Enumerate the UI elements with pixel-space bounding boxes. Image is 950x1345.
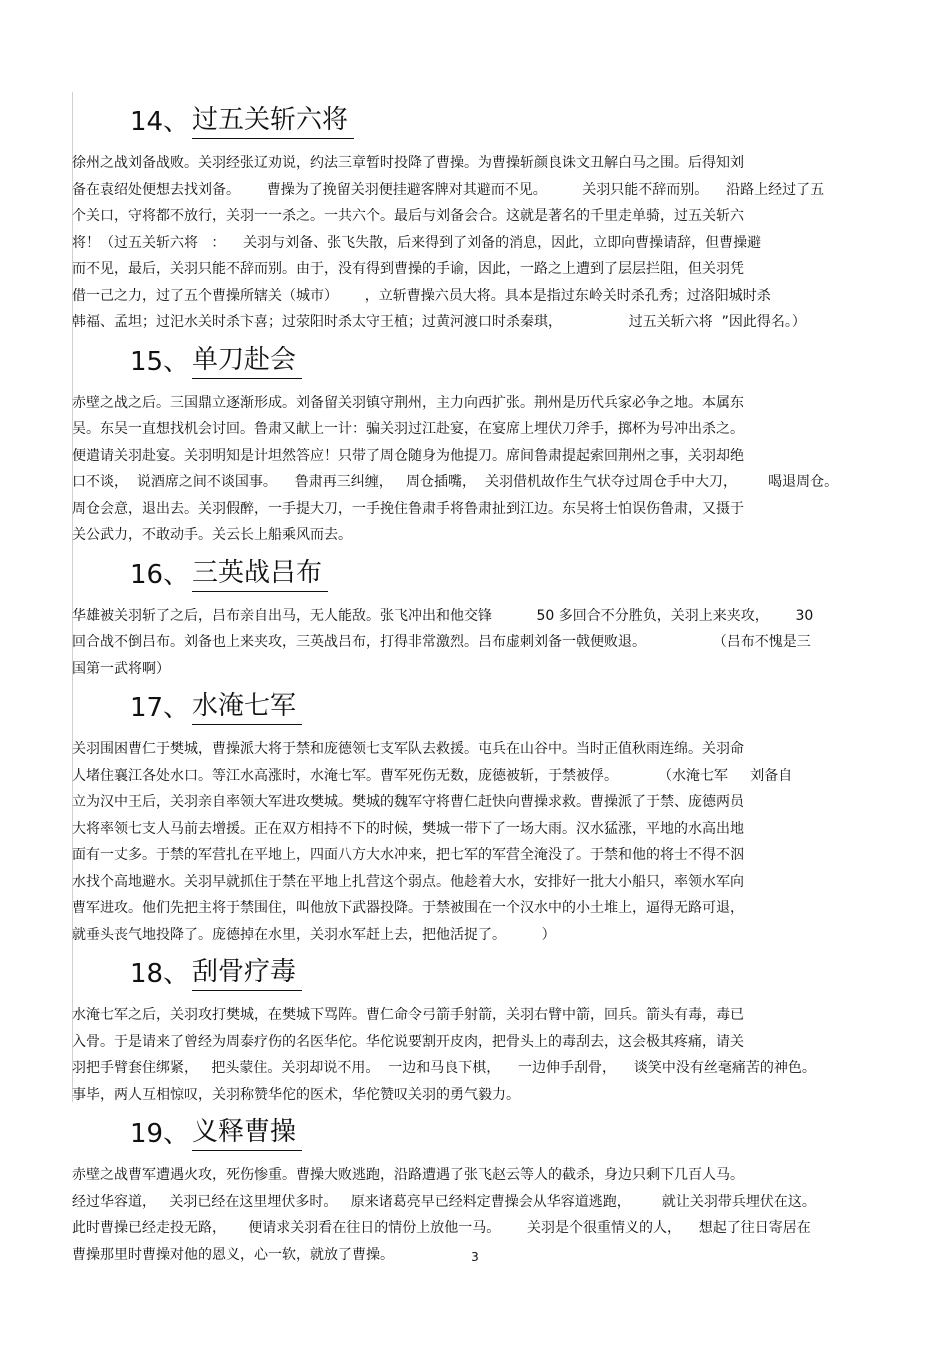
body-line: 赤壁之战之后。三国鼎立逐渐形成。刘备留关羽镇守荆州，主力向西扩张。荆州是历代兵家必争之地。本属东	[72, 394, 744, 411]
body-line: 国第一武将啊）	[72, 660, 170, 677]
body-line: 吴。东吴一直想找机会讨回。鲁肃又献上一计：骗关羽过江赴宴，在宴席上埋伏刀斧手，掷杯为号冲出杀之。	[72, 421, 744, 437]
section-body	[72, 603, 872, 683]
body-line: 徐州之战刘备战败。关羽经张辽劝说，约法三章暂时投降了曹操。为曹操斩颜良诛文丑解白马之围。后得知刘	[72, 155, 744, 171]
section-title: 水淹七军	[192, 688, 302, 725]
body-line: 周仓会意，退出去。关羽假醉，一手提大刀，一手挽住鲁肃手将鲁肃扯到江边。东吴将士怕误伤鲁肃，又摄于	[72, 500, 744, 517]
section-number: 19、	[130, 1119, 190, 1149]
section-body	[72, 150, 872, 336]
section-body	[72, 390, 872, 549]
body-line: 韩福、孟坦；过汜水关时杀卞喜；过荥阳时杀太守王植；过黄河渡口时杀秦琪， 过五关斩六将 ”因此得名。）	[72, 314, 806, 330]
page-number: 3	[471, 1250, 479, 1264]
section	[72, 102, 872, 336]
body-line: 备在袁绍处便想去找刘备。 曹操为了挽留关羽便挂避客牌对其避而不见。 关羽只能不辞而别。 沿路上经过了五	[72, 181, 825, 198]
section-heading	[72, 954, 872, 998]
body-line: 个关口，守将都不放行，关羽一一杀之。一共六个。最后与刘备会合。这就是著名的千里走单骑，过五关斩六	[72, 208, 744, 224]
body-line: 就垂头丧气地投降了。庞德掉在水里，关羽水军赶上去，把他活捉了。 ）	[72, 926, 556, 943]
body-line: 赤壁之战曹军遭遇火攻，死伤惨重。曹操大败逃跑，沿路遭遇了张飞赵云等人的截杀，身边只剩下几百人马。	[72, 1167, 744, 1183]
body-line: 借一己之力，过了五个曹操所辖关（城市） ，立斩曹操六员大将。具本是指过东岭关时杀孔秀；过洛阳城时杀	[72, 287, 771, 304]
section-title: 义释曹操	[192, 1114, 302, 1151]
section-number: 16、	[130, 559, 190, 590]
section	[72, 954, 872, 1108]
section-body	[72, 736, 872, 948]
body-line: 便遣请关羽赴宴。关羽明知是计坦然答应！只带了周仓随身为他提刀。席间鲁肃提起索回荆州之事，关羽却绝	[72, 447, 744, 464]
body-line: 此时曹操已经走投无路， 便请求关羽看在往日的情份上放他一马。 关羽是个很重情义的人， 想起了往日寄居在	[72, 1220, 811, 1236]
section	[72, 1114, 872, 1268]
body-line: 面有一丈多。于禁的军营扎在平地上，四面八方大水冲来，把七军的军营全淹没了。于禁和他的将士不得不泅	[72, 847, 744, 863]
body-line: 大将率领七支人马前去增援。正在双方相持不下的时候，樊城一带下了一场大雨。汉水猛涨，平地的水高出地	[72, 820, 744, 837]
body-line: 水找个高地避水。关羽早就抓住于禁在平地上扎营这个弱点。他趁着大水，安排好一批大小船只，率领水军向	[72, 873, 744, 890]
section-number: 17、	[130, 693, 190, 723]
body-line: 而不见，最后，关羽只能不辞而别。由于，没有得到曹操的手谕，因此，一路之上遭到了层层拦阻，但关羽凭	[72, 261, 744, 277]
section-number: 15、	[130, 346, 190, 377]
body-line: 事毕，两人互相惊叹，关羽称赞华佗的医术，华佗赞叹关羽的勇气毅力。	[72, 1086, 520, 1103]
body-line: 关羽围困曹仁于樊城，曹操派大将于禁和庞德领七支军队去救援。屯兵在山谷中。当时正值秋雨连绵。关羽命	[72, 741, 744, 757]
section-title: 三英战吕布	[192, 555, 328, 592]
body-line: 立为汉中王后，关羽亲自率领大军进攻樊城。樊城的魏军守将曹仁赶快向曹操求救。曹操派了于禁、庞德两员	[72, 794, 744, 810]
body-line: 入骨。于是请来了曾经为周泰疗伤的名医华佗。华佗说要割开皮肉，把骨头上的毒刮去，这会极其疼痛，请关	[72, 1033, 744, 1050]
body-line: 经过华容道， 关羽已经在这里埋伏多时。 原来诸葛亮早已经料定曹操会从华容道逃跑， 就让关羽带兵埋伏在这。	[72, 1193, 816, 1210]
body-line: 水淹七军之后，关羽攻打樊城，在樊城下骂阵。曹仁命令弓箭手射箭，关羽右臂中箭，回兵。箭头有毒，毒已	[72, 1007, 744, 1023]
body-line: 人堵住襄江各处水口。等江水高涨时，水淹七军。曹军死伤无数，庞德被斩，于禁被俘。 （水淹七军 刘备自	[72, 767, 793, 784]
body-line: 曹军进攻。他们先把主将于禁围住，叫他放下武器投降。于禁被围在一个汉水中的小土堆上，逼得无路可退，	[72, 900, 744, 916]
section	[72, 342, 872, 549]
section-title: 单刀赴会	[192, 342, 302, 379]
section	[72, 688, 872, 948]
section-heading	[72, 1114, 872, 1158]
body-line: 华雄被关羽斩了之后，吕布亲自出马，无人能敌。张飞冲出和他交锋 50 多回合不分胜负，关羽上来夹攻， 30	[72, 607, 814, 624]
body-line: 口不谈， 说酒席之间不谈国事。 鲁肃再三纠缠， 周仓插嘴， 关羽借机故作生气状夺过周仓手中大刀， 喝退周仓。	[72, 474, 839, 490]
section-heading	[72, 555, 872, 599]
body-line: 将！（过五关斩六将 ： 关羽与刘备、张飞失散，后来得到了刘备的消息，因此，立即向曹操请辞，但曹操避	[72, 234, 762, 251]
body-line: 曹操那里时曹操对他的恩义，心一软，就放了曹操。	[72, 1246, 394, 1263]
section-number: 14、	[130, 107, 190, 137]
section	[72, 555, 872, 683]
body-line: 羽把手臂套住绑紧， 把头蒙住。关羽却说不用。 一边和马良下棋， 一边伸手刮骨， 谈笑中没有丝毫痛苦的神色。	[72, 1060, 816, 1076]
section-number: 18、	[130, 959, 190, 989]
section-title: 过五关斩六将	[192, 102, 354, 139]
section-heading	[72, 342, 872, 386]
section-title: 刮骨疗毒	[192, 954, 302, 991]
document-page	[72, 96, 872, 1268]
body-line: 回合战不倒吕布。刘备也上来夹攻，三英战吕布，打得非常激烈。吕布虚刺刘备一戟便败退。 （吕布不愧是三	[72, 634, 811, 650]
section-body	[72, 1002, 872, 1108]
sections-container	[72, 102, 872, 1268]
section-heading	[72, 688, 872, 732]
section-heading	[72, 102, 872, 146]
body-line: 关公武力，不敢动手。关云长上船乘风而去。	[72, 527, 352, 543]
